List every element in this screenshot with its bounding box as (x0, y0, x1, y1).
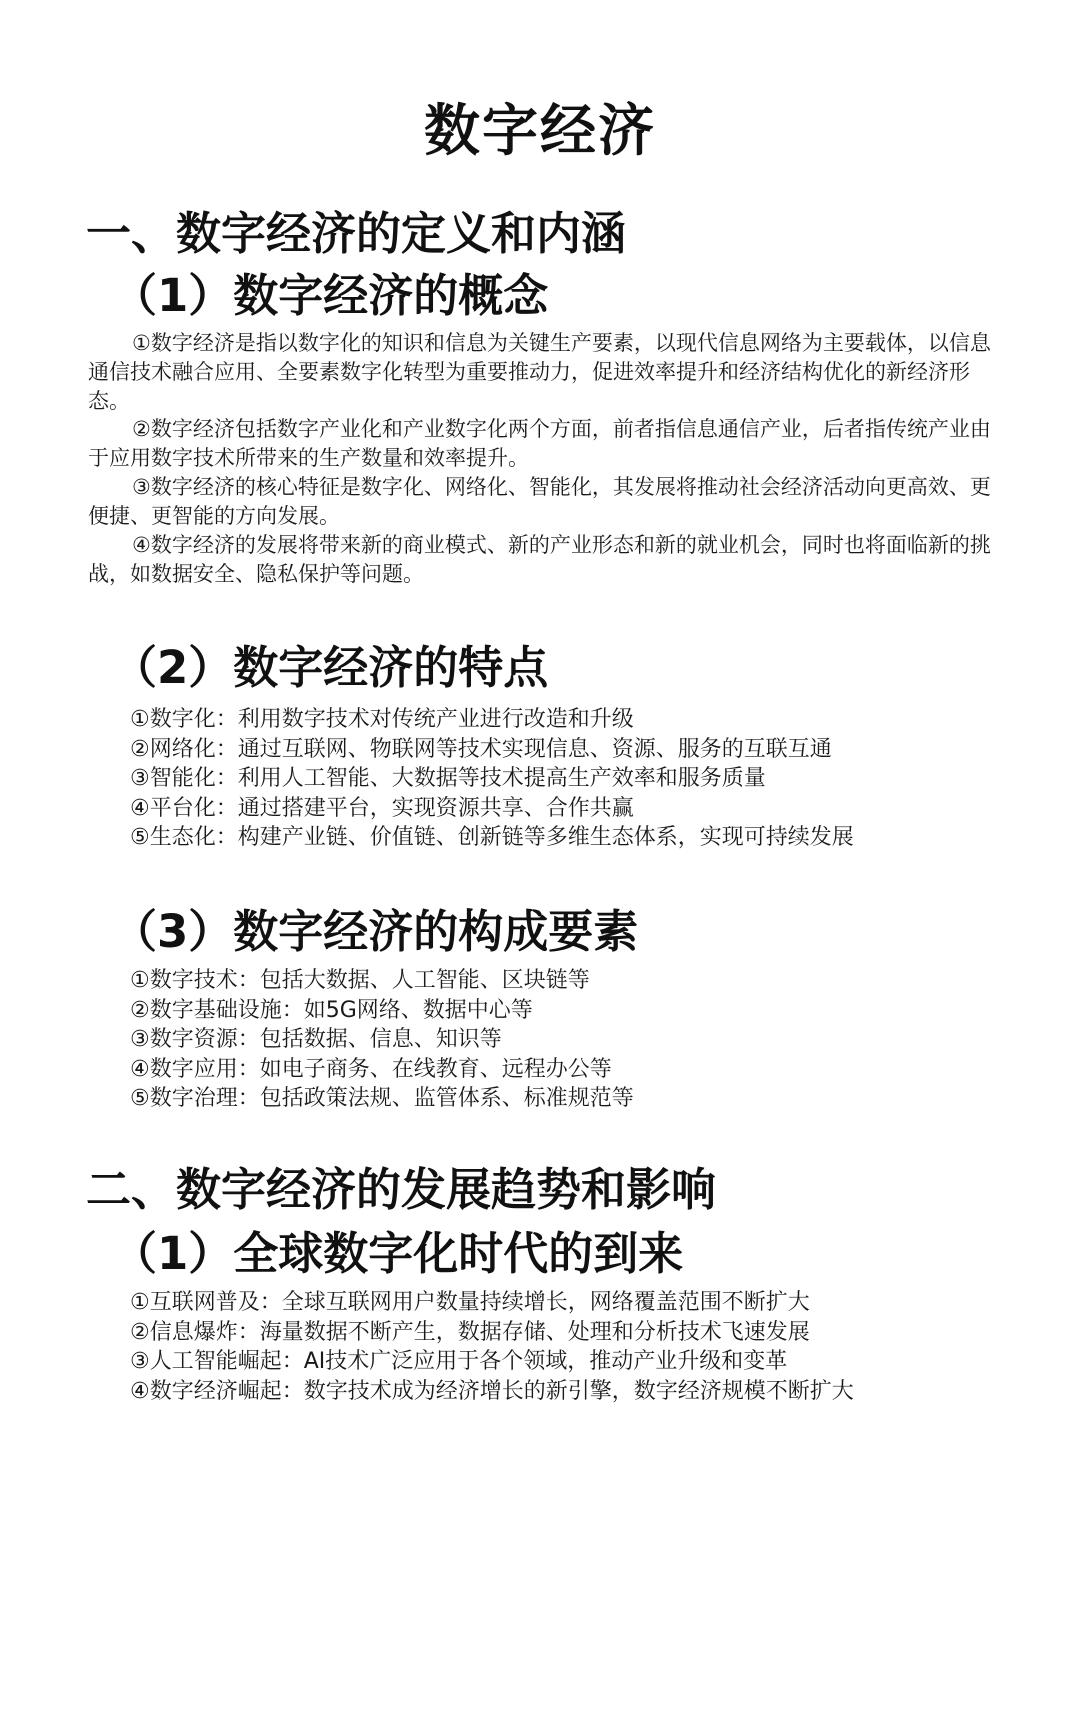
concept-paragraph-4: ④数字经济的发展将带来新的商业模式、新的产业形态和新的就业机会，同时也将面临新的挑战，如数据安全、隐私保护等问题。 (88, 533, 991, 586)
list-item: ①数字技术：包括大数据、人工智能、区块链等 (130, 968, 590, 993)
global-digital-era-list (130, 1288, 1030, 1406)
section-heading-trends: 二、数字经济的发展趋势和影响 (86, 1163, 717, 1216)
subsection-heading-global-digital-era: （1）全球数字化时代的到来 (112, 1227, 684, 1280)
list-item: ④数字经济崛起：数字技术成为经济增长的新引擎，数字经济规模不断扩大 (130, 1378, 854, 1404)
list-item: ③人工智能崛起：AI技术广泛应用于各个领域，推动产业升级和变革 (130, 1349, 788, 1374)
list-item: ④数字应用：如电子商务、在线教育、远程办公等 (130, 1056, 612, 1082)
section-heading-definition: 一、数字经济的定义和内涵 (86, 207, 627, 260)
concept-paragraph-1: ①数字经济是指以数字化的知识和信息为关键生产要素，以现代信息网络为主要载体，以信息通信技术融合应用、全要素数字化转型为重要推动力，促进效率提升和经济结构优化的新经济形态。 (88, 331, 991, 413)
document-title: 数字经济 (424, 99, 656, 164)
features-list (130, 705, 1030, 853)
list-item: ⑤数字治理：包括政策法规、监管体系、标准规范等 (130, 1086, 634, 1111)
components-list (130, 966, 1030, 1114)
list-item: ③智能化：利用人工智能、大数据等技术提高生产效率和服务质量 (130, 766, 766, 791)
concept-paragraph-3: ③数字经济的核心特征是数字化、网络化、智能化，其发展将推动社会经济活动向更高效、更便捷、更智能的方向发展。 (88, 475, 991, 528)
concept-paragraph-2: ②数字经济包括数字产业化和产业数字化两个方面，前者指信息通信产业，后者指传统产业由于应用数字技术所带来的生产数量和效率提升。 (88, 417, 991, 470)
list-item: ②数字基础设施：如5G网络、数据中心等 (130, 997, 533, 1023)
list-item: ②网络化：通过互联网、物联网等技术实现信息、资源、服务的互联互通 (130, 736, 832, 762)
subsection-heading-features: （2）数字经济的特点 (112, 641, 549, 694)
list-item: ④平台化：通过搭建平台，实现资源共享、合作共赢 (130, 795, 634, 821)
subsection-heading-components: （3）数字经济的构成要素 (112, 905, 639, 958)
list-item: ②信息爆炸：海量数据不断产生，数据存储、处理和分析技术飞速发展 (130, 1319, 810, 1345)
list-item: ①互联网普及：全球互联网用户数量持续增长，网络覆盖范围不断扩大 (130, 1290, 810, 1315)
list-item: ③数字资源：包括数据、信息、知识等 (130, 1027, 502, 1052)
subsection-heading-concept: （1）数字经济的概念 (112, 269, 549, 322)
list-item: ①数字化：利用数字技术对传统产业进行改造和升级 (130, 707, 634, 732)
list-item: ⑤生态化：构建产业链、价值链、创新链等多维生态体系，实现可持续发展 (130, 825, 854, 850)
